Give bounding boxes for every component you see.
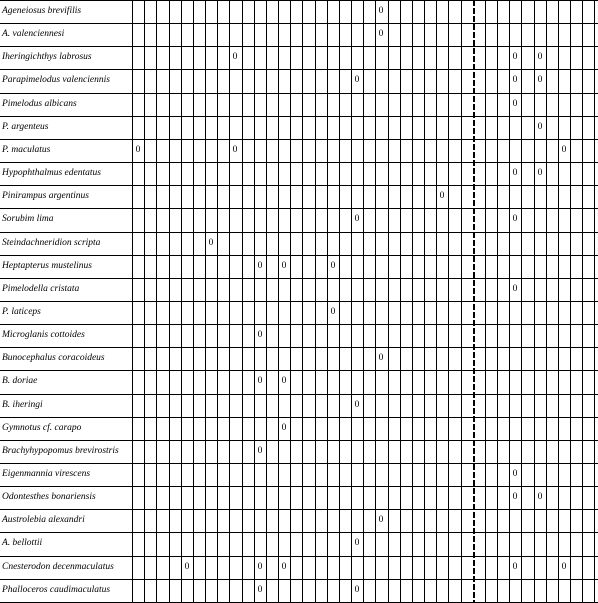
column-divider (132, 0, 133, 603)
presence-cell: 0 (281, 376, 287, 386)
column-divider (436, 0, 437, 603)
column-divider (570, 0, 571, 603)
presence-cell: 0 (512, 168, 518, 178)
column-divider (521, 0, 522, 603)
column-divider (217, 0, 218, 603)
species-name: Brachyhypopomus brevirostris (2, 446, 119, 456)
presence-cell: 0 (512, 52, 518, 62)
column-divider (181, 0, 182, 603)
presence-cell: 0 (232, 145, 238, 155)
column-divider (412, 0, 413, 603)
presence-cell: 0 (512, 75, 518, 85)
presence-cell: 0 (537, 75, 543, 85)
species-name: P. argenteus (2, 122, 49, 132)
column-divider (558, 0, 559, 603)
species-name: Gymnotus cf. carapo (2, 423, 82, 433)
column-divider (156, 0, 157, 603)
species-name: Odontesthes bonariensis (2, 492, 96, 502)
presence-cell: 0 (257, 585, 263, 595)
column-divider (302, 0, 303, 603)
presence-cell: 0 (512, 214, 518, 224)
presence-cell: 0 (281, 562, 287, 572)
species-name: B. doriae (2, 376, 38, 386)
column-divider (582, 0, 583, 603)
species-name: Phalloceros caudimaculatus (2, 585, 111, 595)
species-name: Steindachneridion scripta (2, 238, 101, 248)
column-divider (205, 0, 206, 603)
species-name: Cnesterodon decenmaculatus (2, 562, 114, 572)
presence-cell: 0 (257, 330, 263, 340)
column-divider (400, 0, 401, 603)
presence-cell: 0 (330, 261, 336, 271)
column-divider (339, 0, 340, 603)
presence-cell: 0 (135, 145, 141, 155)
species-name: Hypophthalmus edentatus (2, 168, 101, 178)
column-divider (448, 0, 449, 603)
presence-cell: 0 (537, 168, 543, 178)
species-name: Parapimelodus valenciennis (2, 75, 110, 85)
column-divider (315, 0, 316, 603)
species-name: A. valenciennesi (2, 29, 65, 39)
presence-cell: 0 (257, 446, 263, 456)
presence-cell: 0 (354, 538, 360, 548)
column-divider (169, 0, 170, 603)
presence-cell: 0 (208, 238, 214, 248)
presence-cell: 0 (537, 492, 543, 502)
presence-cell: 0 (439, 191, 445, 201)
column-divider (424, 0, 425, 603)
presence-cell: 0 (257, 376, 263, 386)
column-divider (193, 0, 194, 603)
species-name: Pinirampus argentinus (2, 191, 89, 201)
species-name: Sorubim lima (2, 214, 54, 224)
dashed-column-divider (473, 0, 475, 603)
presence-cell: 0 (354, 75, 360, 85)
species-name: Eigenmannia virescens (2, 469, 91, 479)
species-name: Pimelodus albicans (2, 99, 77, 109)
presence-cell: 0 (354, 214, 360, 224)
species-name: Bunocephalus coracoideus (2, 353, 105, 363)
presence-cell: 0 (512, 469, 518, 479)
presence-cell: 0 (354, 585, 360, 595)
species-name: Microglanis cottoides (2, 330, 85, 340)
presence-cell: 0 (512, 492, 518, 502)
presence-cell: 0 (537, 122, 543, 132)
presence-cell: 0 (257, 562, 263, 572)
presence-cell: 0 (184, 562, 190, 572)
presence-cell: 0 (512, 99, 518, 109)
presence-cell: 0 (378, 6, 384, 16)
presence-cell: 0 (561, 145, 567, 155)
species-name: Pimelodella cristata (2, 284, 80, 294)
presence-cell: 0 (257, 261, 263, 271)
presence-cell: 0 (512, 562, 518, 572)
column-divider (242, 0, 243, 603)
column-divider (290, 0, 291, 603)
presence-cell: 0 (378, 353, 384, 363)
species-name: P. laticeps (2, 307, 41, 317)
presence-cell: 0 (281, 261, 287, 271)
species-name: Austrolebia alexandri (2, 515, 85, 525)
species-name: Iheringichthys labrosus (2, 52, 92, 62)
presence-cell: 0 (281, 423, 287, 433)
column-divider (388, 0, 389, 603)
species-name: A. bellottii (2, 538, 43, 548)
presence-cell: 0 (561, 562, 567, 572)
presence-cell: 0 (354, 400, 360, 410)
species-name: Heptapterus mustelinus (2, 261, 92, 271)
species-name: Ageneiosus brevifilis (2, 6, 82, 16)
presence-cell: 0 (232, 52, 238, 62)
column-divider (363, 0, 364, 603)
column-divider (278, 0, 279, 603)
presence-cell: 0 (378, 515, 384, 525)
column-divider (594, 0, 595, 603)
presence-cell: 0 (537, 52, 543, 62)
presence-cell: 0 (330, 307, 336, 317)
column-divider (254, 0, 255, 603)
presence-cell: 0 (378, 29, 384, 39)
column-divider (144, 0, 145, 603)
species-name: P. maculatus (2, 145, 51, 155)
column-divider (497, 0, 498, 603)
column-divider (485, 0, 486, 603)
column-divider (461, 0, 462, 603)
species-name: B. iheringi (2, 400, 43, 410)
column-divider (266, 0, 267, 603)
presence-cell: 0 (512, 284, 518, 294)
column-divider (229, 0, 230, 603)
column-divider (546, 0, 547, 603)
